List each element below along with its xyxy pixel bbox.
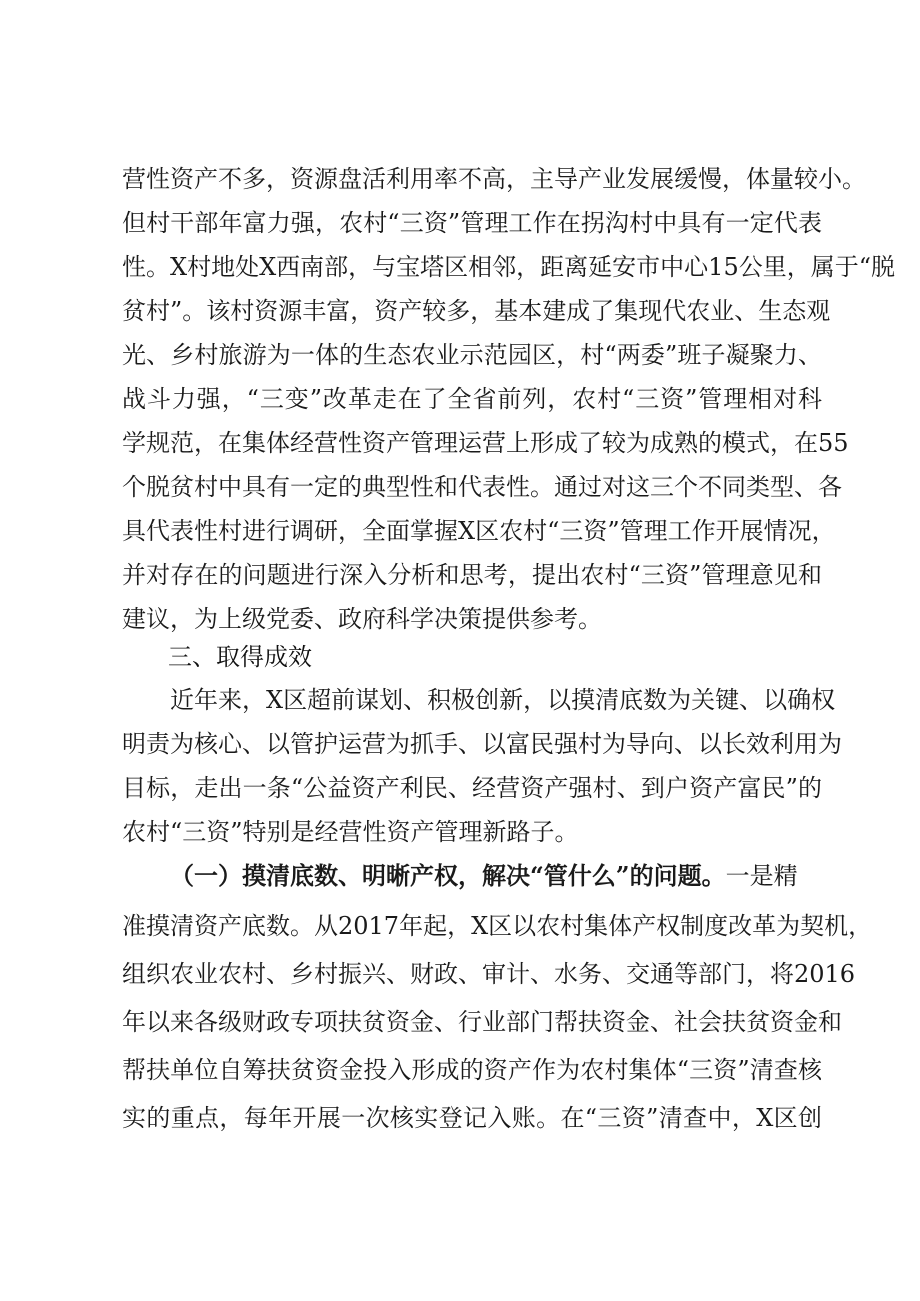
subsection-heading: （一）摸清底数、明晰产权，解决“管什么”的问题。 bbox=[170, 861, 726, 890]
paragraph-line: 并对存在的问题进行深入分析和思考，提出农村“三资”管理意见和 bbox=[122, 561, 822, 589]
paragraph-line: 战斗力强，“三变”改革走在了全省前列，农村“三资”管理相对科 bbox=[122, 385, 822, 413]
paragraph-line: 建议，为上级党委、政府科学决策提供参考。 bbox=[122, 605, 602, 633]
paragraph-line: 组织农业农村、乡村振兴、财政、审计、水务、交通等部门，将2016 bbox=[122, 960, 856, 988]
subsection-text: 一是精 bbox=[725, 862, 798, 890]
paragraph-line: 但村干部年富力强，农村“三资”管理工作在拐沟村中具有一定代表 bbox=[122, 209, 822, 237]
paragraph-line: 农村“三资”特别是经营性资产管理新路子。 bbox=[122, 818, 579, 846]
paragraph-line: 实的重点，每年开展一次核实登记入账。在“三资”清查中，X区创 bbox=[122, 1104, 822, 1132]
paragraph-line: 年以来各级财政专项扶贫资金、行业部门帮扶资金、社会扶贫资金和 bbox=[122, 1008, 842, 1036]
paragraph-line: 具代表性村进行调研，全面掌握X区农村“三资”管理工作开展情况， bbox=[122, 517, 836, 545]
paragraph-line: 贫村”。该村资源丰富，资产较多，基本建成了集现代农业、生态观 bbox=[122, 297, 831, 325]
paragraph-line: 营性资产不多，资源盘活利用率不高，主导产业发展缓慢，体量较小。 bbox=[122, 165, 866, 193]
paragraph-line: 帮扶单位自筹扶贫资金投入形成的资产作为农村集体“三资”清查核 bbox=[122, 1056, 822, 1084]
paragraph-line: 目标，走出一条“公益资产利民、经营资产强村、到户资产富民”的 bbox=[122, 774, 822, 802]
paragraph-line: 学规范，在集体经营性资产管理运营上形成了较为成熟的模式，在55 bbox=[122, 429, 849, 457]
paragraph-line: 性。X村地处X西南部，与宝塔区相邻，距离延安市中心15公里，属于“脱 bbox=[122, 253, 895, 281]
paragraph-line: 近年来，X区超前谋划、积极创新，以摸清底数为关键、以确权 bbox=[170, 686, 836, 714]
paragraph-line: 准摸清资产底数。从2017年起，X区以农村集体产权制度改革为契机， bbox=[122, 912, 873, 940]
paragraph-line: 光、乡村旅游为一体的生态农业示范园区，村“两委”班子凝聚力、 bbox=[122, 341, 822, 369]
paragraph-line: 明责为核心、以管护运营为抓手、以富民强村为导向、以长效利用为 bbox=[122, 730, 842, 758]
paragraph-line: 个脱贫村中具有一定的典型性和代表性。通过对这三个不同类型、各 bbox=[122, 473, 842, 501]
section-heading: 三、取得成效 bbox=[168, 643, 312, 671]
subsection-line bbox=[170, 860, 822, 892]
